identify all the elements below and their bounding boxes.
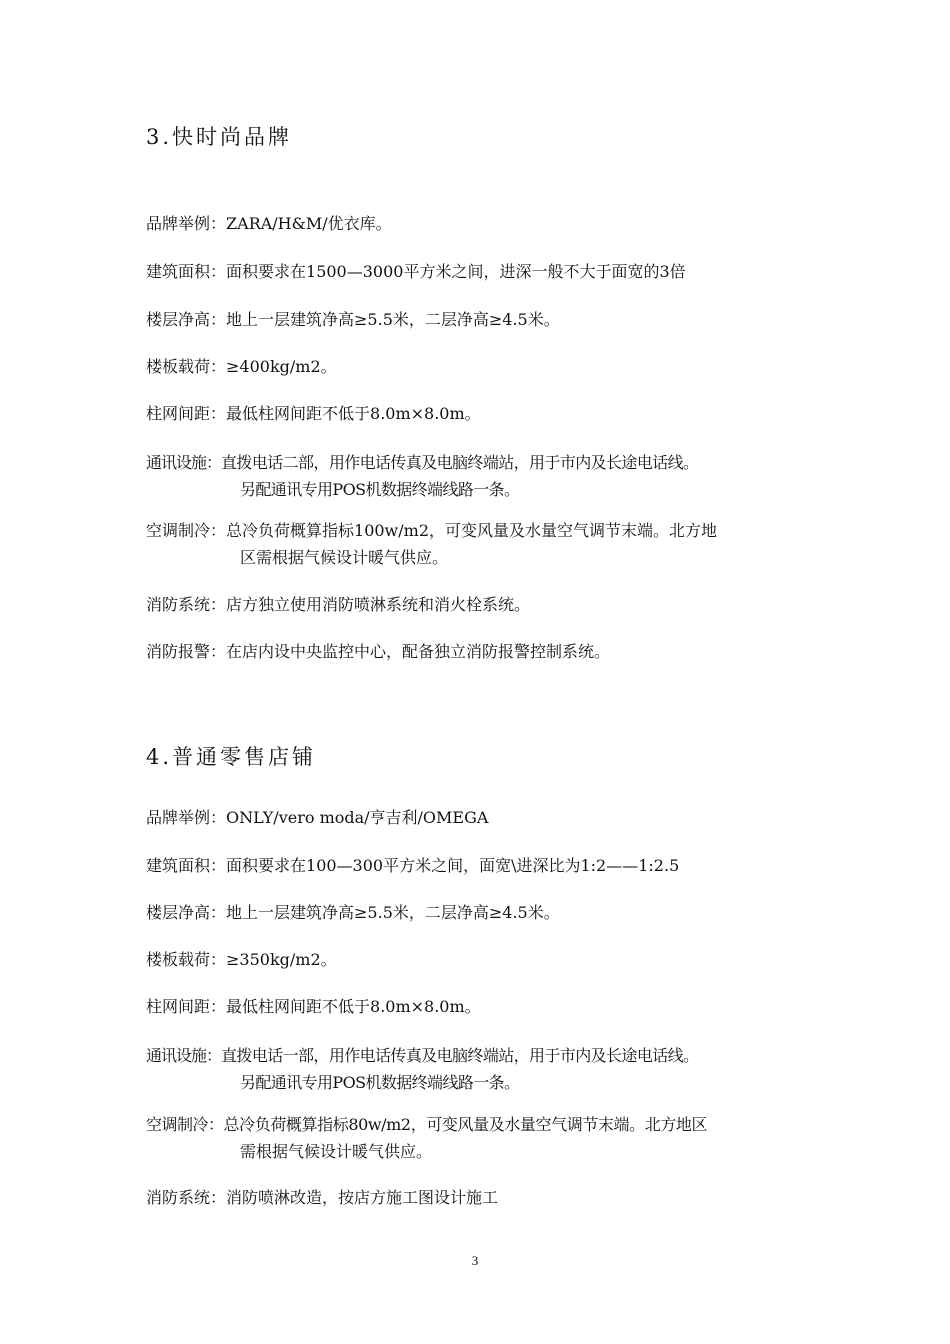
spec-value: 面积要求在1500—3000平方米之间，进深一般不大于面宽的3倍 — [226, 262, 686, 281]
spec-value: ZARA/H&M/优衣库。 — [226, 214, 392, 233]
spec-label: 建筑面积： — [146, 262, 227, 281]
spec-value: ≥350kg/m2。 — [226, 950, 337, 969]
spec-value: 直拨电话二部，用作电话传真及电脑终端站，用于市内及长途电话线。 — [221, 453, 699, 472]
spec-label: 消防系统： — [146, 595, 227, 614]
spec-value: 店方独立使用消防喷淋系统和消火栓系统。 — [226, 595, 531, 614]
spec-label: 柱网间距： — [146, 404, 227, 423]
spec-label: 建筑面积： — [146, 856, 227, 875]
spec-row-hvac — [146, 517, 717, 571]
spec-value: 在店内设中央监控中心，配备独立消防报警控制系统。 — [226, 642, 611, 661]
spec-label: 通讯设施： — [146, 1046, 222, 1065]
spec-row-height — [146, 899, 560, 926]
spec-row-fire-alarm — [146, 638, 610, 665]
spec-row-height — [146, 306, 560, 333]
spec-label: 空调制冷： — [146, 1115, 224, 1134]
spec-label: 柱网间距： — [146, 997, 227, 1016]
spec-row-telecom — [146, 449, 698, 503]
spec-label: 楼板载荷： — [146, 357, 227, 376]
spec-value: 最低柱网间距不低于8.0m×8.0m。 — [226, 997, 481, 1016]
section-heading: 3.快时尚品牌 — [146, 125, 293, 149]
spec-value: ONLY/vero moda/亨吉利/OMEGA — [226, 808, 489, 827]
spec-value-continued: 区需根据气候设计暖气供应。 — [240, 548, 449, 567]
spec-label: 品牌举例： — [146, 214, 227, 233]
spec-value-continued: 另配通讯专用POS机数据终端线路一条。 — [240, 480, 520, 499]
spec-row-column-grid — [146, 993, 481, 1020]
spec-value: 总冷负荷概算指标100w/m2，可变风量及水量空气调节末端。北方地 — [226, 521, 717, 540]
spec-row-load — [146, 353, 337, 380]
spec-label: 消防报警： — [146, 642, 227, 661]
page-number: 3 — [471, 1253, 479, 1268]
spec-row-brand — [146, 210, 392, 237]
spec-label: 楼板载荷： — [146, 950, 227, 969]
spec-row-load — [146, 946, 337, 973]
spec-row-area — [146, 258, 686, 285]
spec-label: 品牌举例： — [146, 808, 227, 827]
spec-value: 总冷负荷概算指标80w/m2，可变风量及水量空气调节末端。北方地区 — [223, 1115, 708, 1134]
spec-label: 空调制冷： — [146, 521, 227, 540]
spec-label: 消防系统： — [146, 1188, 227, 1207]
spec-label: 楼层净高： — [146, 903, 227, 922]
spec-value: 面积要求在100—300平方米之间，面宽\进深比为1:2——1:2.5 — [226, 856, 680, 875]
spec-value-continued: 需根据气候设计暖气供应。 — [240, 1142, 433, 1161]
spec-label: 通讯设施： — [146, 453, 222, 472]
spec-label: 楼层净高： — [146, 310, 227, 329]
spec-value: ≥400kg/m2。 — [226, 357, 337, 376]
spec-value: 消防喷淋改造，按店方施工图设计施工 — [226, 1188, 499, 1207]
spec-row-fire-system — [146, 591, 530, 618]
spec-row-hvac — [146, 1111, 707, 1165]
spec-row-area — [146, 852, 679, 879]
section-heading: 4.普通零售店铺 — [146, 745, 317, 769]
spec-value: 最低柱网间距不低于8.0m×8.0m。 — [226, 404, 481, 423]
spec-row-brand — [146, 804, 488, 831]
spec-value: 地上一层建筑净高≥5.5米，二层净高≥4.5米。 — [226, 310, 560, 329]
spec-row-telecom — [146, 1042, 698, 1096]
spec-value: 地上一层建筑净高≥5.5米，二层净高≥4.5米。 — [226, 903, 560, 922]
spec-row-fire-system — [146, 1184, 498, 1211]
spec-value: 直拨电话一部，用作电话传真及电脑终端站，用于市内及长途电话线。 — [221, 1046, 699, 1065]
spec-row-column-grid — [146, 400, 481, 427]
spec-value-continued: 另配通讯专用POS机数据终端线路一条。 — [240, 1073, 520, 1092]
